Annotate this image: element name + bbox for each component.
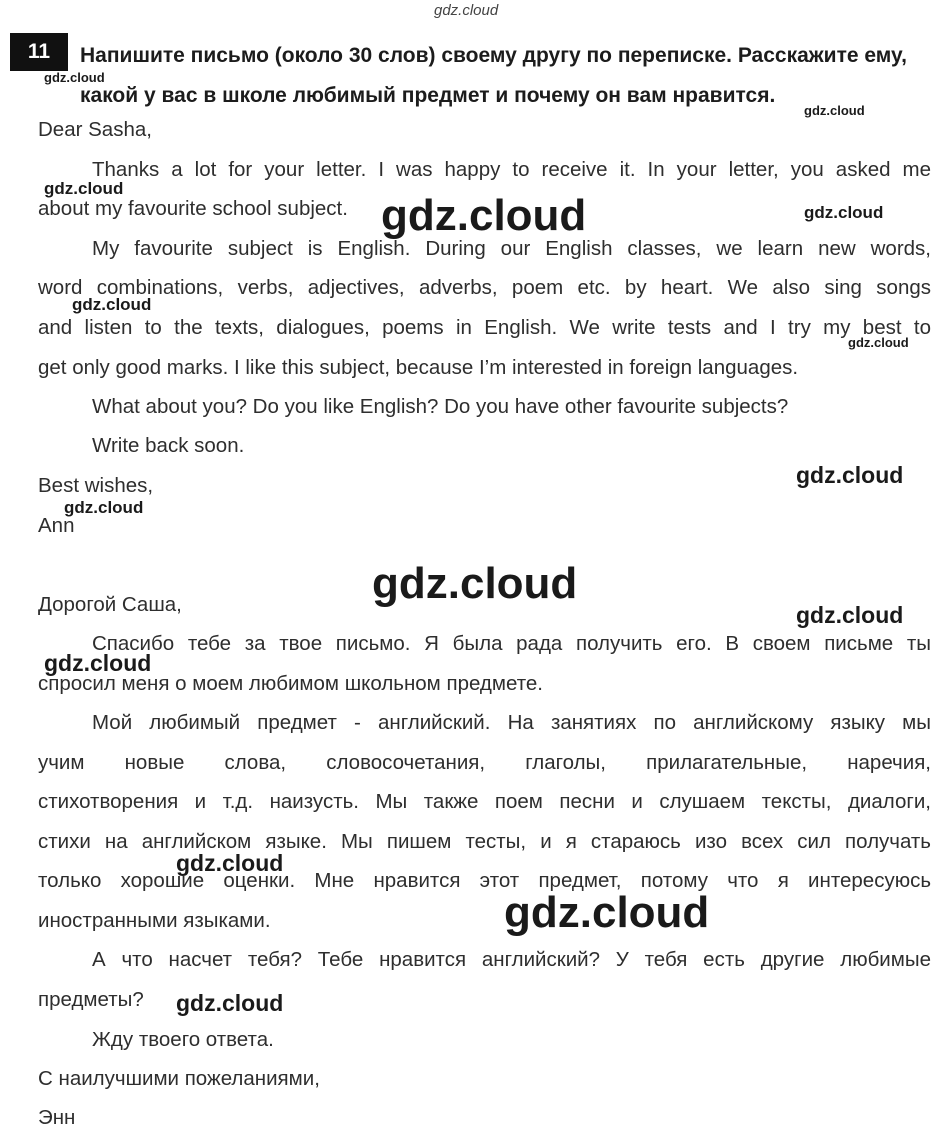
- russian-closing: С наилучшими пожеланиями,: [38, 1067, 320, 1090]
- watermark-text: gdz.cloud: [848, 335, 909, 350]
- russian-paragraph-line: иностранными языками.: [38, 909, 271, 932]
- watermark-text: gdz.cloud: [372, 559, 578, 608]
- russian-paragraph-line: Жду твоего ответа.: [92, 1028, 274, 1051]
- russian-greeting: Дорогой Саша,: [38, 593, 182, 616]
- task-instruction: Напишите письмо (около 30 слов) своему другу по переписке. Расскажите ему, какой у вас в школе любимый предмет и почему он вам нравится.: [80, 44, 907, 107]
- watermark-text: gdz.cloud: [804, 103, 865, 118]
- english-paragraph-line: word combinations, verbs, adjectives, adverbs, poem etc. by heart. We also sing songs: [38, 276, 931, 299]
- watermark-text: gdz.cloud: [504, 888, 710, 937]
- watermark-text: gdz.cloud: [796, 602, 904, 628]
- watermark-text: gdz.cloud: [44, 650, 152, 676]
- english-paragraph-line: get only good marks. I like this subject, because I’m interested in foreign languages.: [38, 356, 799, 379]
- russian-paragraph-line: стихи на английском языке. Мы пишем тесты, и я стараюсь изо всех сил получать: [38, 830, 931, 853]
- russian-paragraph-line: Мой любимый предмет - английский. На занятиях по английскому языку мы: [92, 711, 931, 734]
- russian-paragraph-line: Спасибо тебе за твое письмо. Я была рада получить его. В своем письме ты: [92, 632, 931, 655]
- russian-paragraph-line: учим новые слова, словосочетания, глаголы, прилагательные, наречия,: [38, 751, 931, 774]
- task-number-badge: 11: [10, 33, 68, 71]
- english-paragraph-line: What about you? Do you like English? Do you have other favourite subjects?: [92, 395, 789, 418]
- english-signature: Ann: [38, 514, 75, 537]
- watermark-text: gdz.cloud: [44, 70, 105, 85]
- russian-paragraph-line: спросил меня о моем любимом школьном предмете.: [38, 672, 543, 695]
- watermark-text: gdz.cloud: [64, 498, 144, 517]
- watermark-text: gdz.cloud: [796, 462, 904, 488]
- watermark-text: gdz.cloud: [44, 179, 124, 198]
- russian-paragraph-line: предметы?: [38, 988, 144, 1011]
- watermark-text: gdz.cloud: [176, 850, 284, 876]
- english-paragraph-line: My favourite subject is English. During our English classes, we learn new words,: [92, 237, 931, 260]
- english-paragraph-line: Write back soon.: [92, 434, 245, 457]
- watermark-text: gdz.cloud: [176, 990, 284, 1016]
- watermark-text: gdz.cloud: [72, 295, 152, 314]
- russian-paragraph-line: стихотворения и т.д. наизусть. Мы также поем песни и слушаем тексты, диалоги,: [38, 790, 931, 813]
- watermark-text: gdz.cloud: [381, 191, 587, 240]
- english-paragraph-line: and listen to the texts, dialogues, poems in English. We write tests and I try my best to: [38, 316, 931, 339]
- russian-paragraph-line: только хорошие оценки. Мне нравится этот предмет, потому что я интересуюсь: [38, 869, 931, 892]
- english-greeting: Dear Sasha,: [38, 118, 152, 141]
- english-paragraph-line: about my favourite school subject.: [38, 197, 348, 220]
- russian-signature: Энн: [38, 1106, 76, 1129]
- russian-paragraph-line: А что насчет тебя? Тебе нравится английский? У тебя есть другие любимые: [92, 948, 931, 971]
- english-paragraph-line: Thanks a lot for your letter. I was happy to receive it. In your letter, you asked me: [92, 158, 931, 181]
- english-closing: Best wishes,: [38, 474, 154, 497]
- watermark-text: gdz.cloud: [804, 203, 884, 222]
- watermark-text: gdz.cloud: [434, 2, 499, 19]
